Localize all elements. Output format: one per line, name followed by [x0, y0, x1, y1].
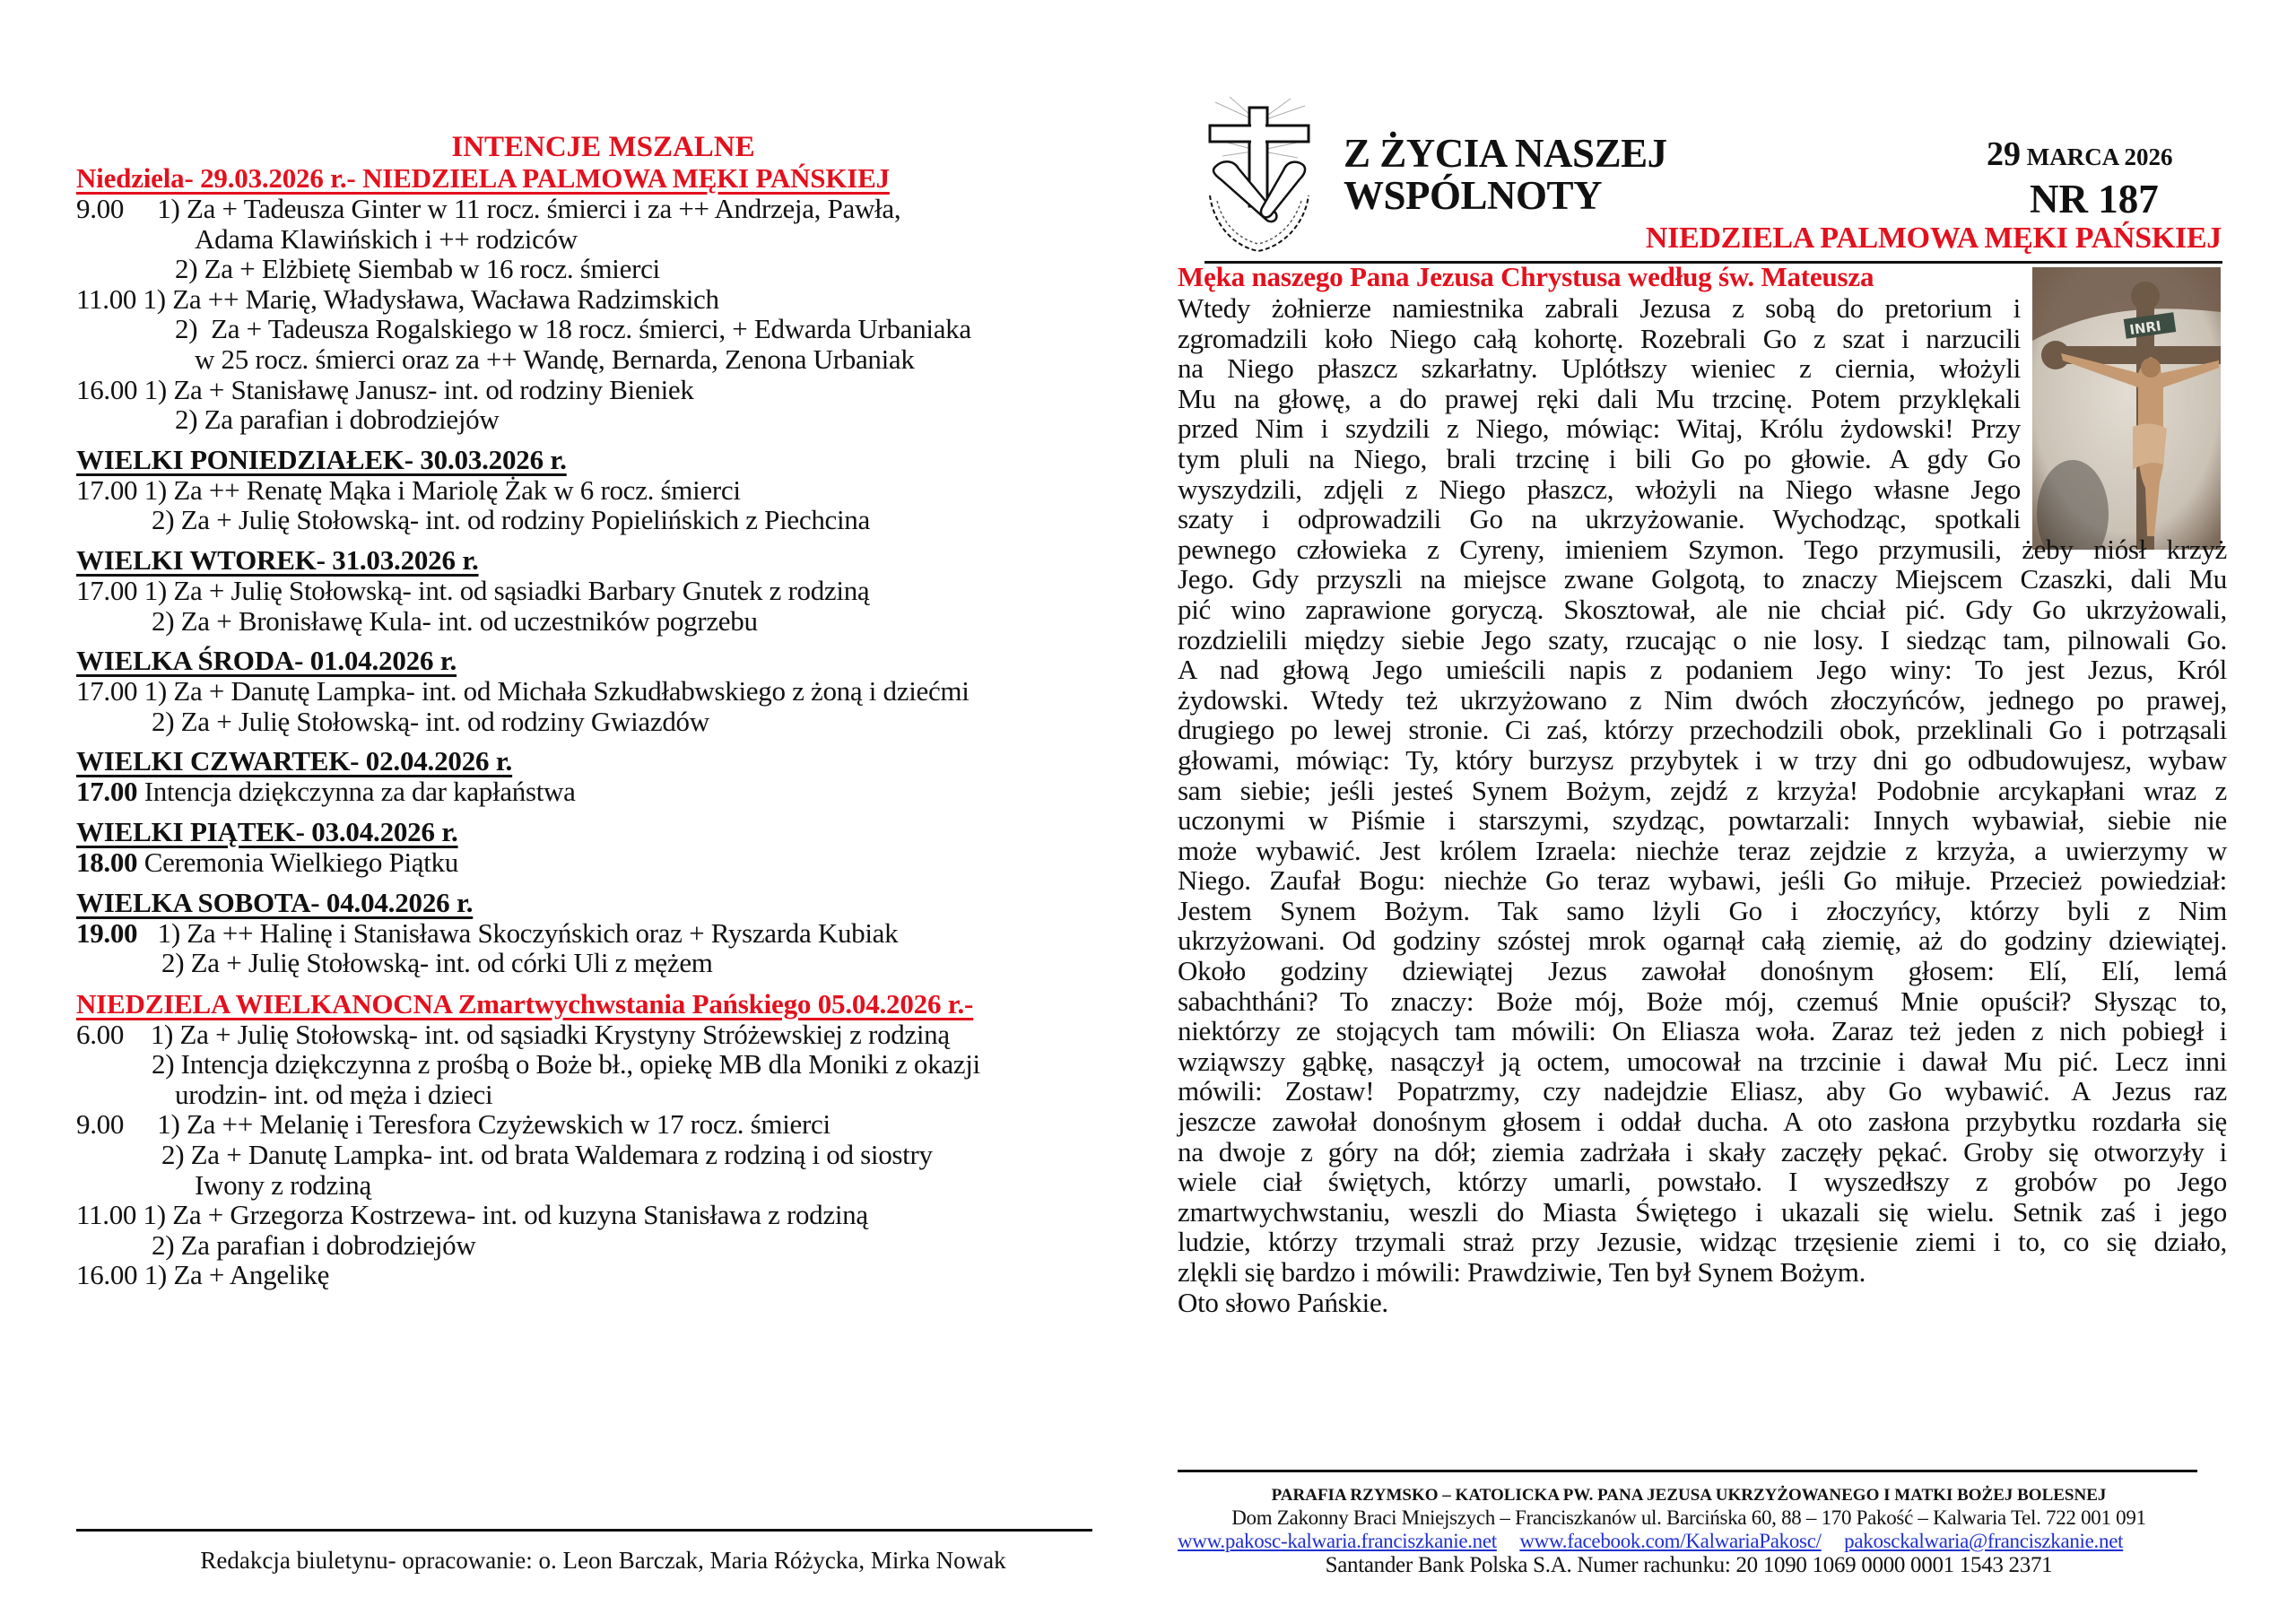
intention-text: 11.00 1) Za + Grzegorza Kostrzewa- int. od kuzyna Stanisława z rodziną: [76, 1199, 868, 1231]
issue-number: NR 187: [2030, 177, 2159, 221]
gospel-line: sam siebie; jeśli jesteś Synem Bożym, zejdź z krzyża! Podobnie arcykapłani wraz z: [1178, 774, 2227, 806]
day-heading: WIELKA SOBOTA- 04.04.2026 r.: [76, 886, 474, 918]
intention-text: 2) Za parafian i dobrodziejów: [175, 404, 500, 436]
day-heading: WIELKI WTOREK- 31.03.2026 r.: [76, 543, 479, 576]
bulletin-title-line2: WSPÓLNOTY: [1344, 173, 1603, 218]
franciscan-cross-emblem-icon: [1205, 97, 1314, 256]
mass-intentions-page: [76, 0, 1135, 1623]
gospel-line: wziąwszy gąbkę, nasączył ją octem, umocował na trzcinie i dawał Mu pić. Lecz inni: [1178, 1045, 2227, 1077]
mass-intentions-list: [76, 163, 1152, 1290]
mass-time: 17.00: [76, 776, 138, 808]
intention-text: 2) Za + Julię Stołowską- int. od córki Uli z mężem: [161, 947, 713, 979]
intention-text: 2) Za + Elżbietę Siembab w 16 rocz. śmierci: [175, 253, 660, 285]
bank-account: Santander Bank Polska S.A. Numer rachunku: 20 1090 1069 0000 0001 1543 2371: [1325, 1553, 2053, 1577]
gospel-line: wiele ciał świętych, którzy umarli, powstało. I wyszedłszy z grobów po Jego: [1178, 1166, 2227, 1198]
intention-text: w 25 rocz. śmierci oraz za ++ Wandę, Bernarda, Zenona Urbaniak: [195, 343, 915, 375]
day-heading: WIELKI CZWARTEK- 02.04.2026 r.: [76, 745, 513, 777]
intention-text: 9.00 1) Za + Tadeusza Ginter w 11 rocz. śmierci i za ++ Andrzeja, Pawła,: [76, 193, 901, 224]
gospel-line: pić wino zaprawione goryczą. Skosztował, ale nie chciał pić. Gdy Go ukrzyżowali,: [1178, 593, 2227, 625]
day-heading: Niedziela- 29.03.2026 r.- NIEDZIELA PALMOWA MĘKI PAŃSKIEJ: [76, 162, 890, 194]
gospel-line: mówili: Zostaw! Popatrzmy, czy nadejdzie Eliasz, aby Go wybawić. A Jezus raz: [1178, 1075, 2227, 1107]
intention-text: 11.00 1) Za ++ Marię, Władysława, Wacława Radzimskich: [76, 282, 719, 315]
bulletin-page: [1178, 0, 2227, 1623]
gospel-line: zgromadzili koło Niego całą kohortę. Rozebrali Go z szat i narzucili: [1178, 322, 2021, 354]
issue-month-year: MARCA 2026: [2021, 143, 2173, 170]
day-heading: WIELKI PIĄTEK- 03.04.2026 r.: [76, 815, 458, 847]
intention-text: Adama Klawińskich i ++ rodziców: [195, 222, 578, 255]
website-link[interactable]: www.pakosc-kalwaria.franciszkanie.net: [1178, 1530, 1497, 1552]
gospel-line: uczonymi w Piśmie i starszymi, szydząc, powtarzali: Innych wybawiał, siebie nie: [1178, 804, 2227, 837]
intention-line: [76, 404, 1152, 435]
left-footer-divider: [76, 1529, 1092, 1532]
gospel-text: [1178, 293, 2227, 1317]
intention-text: 2) Za + Tadeusza Rogalskiego w 18 rocz. śmierci, + Edwarda Urbaniaka: [175, 313, 971, 345]
intention-text: 1) Za ++ Halinę i Stanisława Skoczyńskich oraz + Ryszarda Kubiak: [137, 916, 899, 949]
intention-line: [76, 576, 1152, 606]
intention-text: Intencja dziękczynna za dar kapłaństwa: [137, 776, 576, 808]
intention-line: [76, 254, 1152, 284]
issue-day: 29: [1987, 135, 2021, 173]
editorial-credits: Redakcja biuletynu- opracowanie: o. Leon Barczak, Maria Różycka, Mirka Nowak: [200, 1547, 1006, 1574]
email-link[interactable]: pakosckalwaria@franciszkanie.net: [1844, 1530, 2124, 1552]
intention-line: [76, 475, 1152, 506]
day-heading: WIELKA ŚRODA- 01.04.2026 r.: [76, 645, 457, 677]
gospel-line: ludzie, którzy trzymali straż przy Jezusie, widząc trzęsienie ziemi i to, co się działo,: [1178, 1226, 2227, 1258]
intention-line: [76, 375, 1152, 405]
intention-text: 16.00 1) Za + Angelikę: [76, 1259, 330, 1291]
sunday-title: NIEDZIELA PALMOWA MĘKI PAŃSKIEJ: [1645, 221, 2222, 255]
mass-intentions-title: INTENCJE MSZALNE: [451, 131, 755, 163]
intention-line: [76, 606, 1152, 637]
gospel-line: drugiego po lewej stronie. Ci zaś, którzy przechodzili obok, przeklinali Go i potrząsali: [1178, 714, 2227, 746]
gospel-line: Jego. Gdy przyszli na miejsce zwane Golgotą, to znaczy Miejscem Czaszki, dali Mu: [1178, 563, 2227, 595]
gospel-line: jeszcze zawołał donośnym głosem i oddał ducha. A oto zasłona przybytku rozdarła się: [1178, 1106, 2227, 1138]
gospel-line: na dwoje z góry na dół; ziemia zadrżała i skały zaczęły pękać. Groby się otworzyły i: [1178, 1135, 2227, 1167]
parish-address: Dom Zakonny Braci Mniejszych – Franciszkanów ul. Barcińska 60, 88 – 170 Pakość – Kalwaria Tel. 722 001 091: [1231, 1506, 2146, 1529]
gospel-line: Oto słowo Pańskie.: [1178, 1286, 1388, 1318]
intention-line: [76, 1049, 1152, 1080]
intention-text: 2) Za + Danutę Lampka- int. od brata Waldemara z rodziną i od siostry: [161, 1139, 933, 1171]
intention-text: urodzin- int. od męża i dzieci: [175, 1078, 493, 1110]
intention-text: 17.00 1) Za + Julię Stołowską- int. od sąsiadki Barbary Gnutek z rodziną: [76, 574, 870, 606]
intention-line: [76, 224, 1152, 255]
parish-name: PARAFIA RZYMSKO – KATOLICKA PW. PANA JEZUSA UKRZYŻOWANEGO I MATKI BOŻEJ BOLESNEJ: [1271, 1486, 2107, 1505]
intention-text: 2) Za parafian i dobrodziejów: [152, 1228, 476, 1261]
issue-date: [1987, 135, 2173, 174]
gospel-line: na Niego płaszcz szkarłatny. Uplótłszy wieniec z ciernia, włożyli: [1178, 352, 2021, 385]
gospel-line: sabachtháni? To znaczy: Boże mój, Boże mój, czemuś Mnie opuścił? Słysząc to,: [1178, 985, 2227, 1017]
gospel-line: zmartwychwstaniu, weszli do Miasta Świętego i ukazali się wielu. Setnik zaś i jego: [1178, 1195, 2227, 1228]
bulletin-title: [1344, 133, 1667, 217]
intention-text: 17.00 1) Za + Danutę Lampka- int. od Michała Szkudłabwskiego z żoną i dziećmi: [76, 675, 970, 707]
intention-line: [76, 505, 1152, 535]
intention-line: [76, 1170, 1152, 1201]
inri-label: INRI: [2128, 317, 2162, 339]
gospel-line: A nad głową Jego umieścili napis z podaniem Jego winy: To jest Jezus, Król: [1178, 654, 2227, 686]
bulletin-title-line1: Z ŻYCIA NASZEJ: [1344, 131, 1667, 176]
intention-text: 17.00 1) Za ++ Renatę Mąka i Mariolę Żak w 6 rocz. śmierci: [76, 473, 741, 506]
gospel-line: może wybawić. Jest królem Izraela: niechże teraz zejdzie z krzyża, a uwierzymy w: [1178, 834, 2227, 866]
gospel-line: szaty i odprowadzili Go na ukrzyżowanie. Wychodząc, spotkali: [1178, 503, 2021, 535]
day-heading: WIELKI PONIEDZIAŁEK- 30.03.2026 r.: [76, 443, 567, 475]
intention-line: [76, 1260, 1152, 1290]
intention-text: 2) Za + Bronisławę Kula- int. od uczestników pogrzebu: [152, 604, 758, 637]
day-heading: NIEDZIELA WIELKANOCNA Zmartwychwstania Pańskiego 05.04.2026 r.-: [76, 987, 974, 1020]
intention-text: Ceremonia Wielkiego Piątku: [137, 846, 458, 878]
gospel-line: niektórzy ze stojących tam mówili: On Eliasza woła. Zaraz też jeden z nich pobiegł i: [1178, 1015, 2227, 1047]
intention-line: [76, 676, 1152, 707]
gospel-title: Męka naszego Pana Jezusa Chrystusa według św. Mateusza: [1178, 261, 1874, 292]
intention-text: 16.00 1) Za + Stanisławę Janusz- int. od rodziny Bieniek: [76, 373, 694, 405]
gospel-line: wyszydzili, zdjęli z Niego płaszcz, włożyli na Niego własne Jego: [1178, 473, 2021, 505]
intention-line: [76, 948, 1152, 978]
gospel-line: przed Nim i szydzili z Niego, mówiąc: Witaj, Królu żydowski! Przy: [1178, 412, 2021, 445]
intention-text: 2) Za + Julię Stołowską- int. od rodziny Popielińskich z Piechcina: [152, 504, 870, 536]
intention-line: [76, 1080, 1152, 1110]
gospel-line: zlękli się bardzo i mówili: Prawdziwie, Ten był Synem Bożym.: [1178, 1256, 1866, 1288]
intention-line: [76, 284, 1152, 315]
gospel-line: głowami, mówiąc: Ty, który burzysz przybytek i w trzy dni go odbudowujesz, wybaw: [1178, 743, 2227, 776]
mass-time: 18.00: [76, 846, 138, 878]
gospel-line: Niego. Zaufał Bogu: niechże Go teraz wybawi, jeśli Go miłuje. Przecież powiedział:: [1178, 864, 2227, 897]
gospel-line: Jestem Synem Bożym. Tak samo lżyli Go i złoczyńcy, którzy byli z Nim: [1178, 894, 2227, 926]
gospel-line: ukrzyżowani. Od godziny szóstej mrok ogarnął całą ziemię, aż do godziny dziewiątej.: [1178, 924, 2227, 957]
intention-line: [76, 847, 1152, 878]
intention-line: [76, 1140, 1152, 1170]
gospel-line: żydowski. Wtedy też ukrzyżowano z Nim dwóch złoczyńców, jednego po prawej,: [1178, 683, 2227, 716]
intention-line: [76, 1020, 1152, 1050]
gospel-line: pewnego człowieka z Cyreny, imieniem Szymon. Tego przymusili, żeby niósł krzyż: [1178, 533, 2227, 565]
intention-line: [76, 194, 1152, 224]
intention-line: [76, 1230, 1152, 1261]
intention-text: 2) Za + Julię Stołowską- int. od rodziny Gwiazdów: [152, 705, 709, 737]
parish-links: [1178, 1530, 2200, 1553]
intention-line: [76, 314, 1152, 344]
intention-text: 2) Intencja dziękczynna z prośbą o Boże bł., opiekę MB dla Moniki z okazji: [152, 1048, 980, 1081]
facebook-link[interactable]: www.facebook.com/KalwariaPakosc/: [1519, 1530, 1822, 1552]
intention-line: [76, 344, 1152, 375]
gospel-line: tym pluli na Niego, brali trzcinę i bili Go po głowie. A gdy Go: [1178, 442, 2021, 474]
gospel-line: Około godziny dziewiątej Jezus zawołał donośnym głosem: Elí, Elí, lemá: [1178, 955, 2227, 987]
intention-line: [76, 777, 1152, 807]
intention-line: [76, 1109, 1152, 1140]
intention-text: Iwony z rodziną: [195, 1168, 371, 1201]
mass-time: 19.00: [76, 916, 138, 949]
right-footer-divider: [1178, 1470, 2197, 1472]
intention-line: [76, 1200, 1152, 1230]
intention-line: [76, 707, 1152, 737]
gospel-line: rozdzielili między siebie Jego szaty, rzucając o nie losy. I siedząc tam, pilnowali Go.: [1178, 623, 2227, 655]
intention-text: 9.00 1) Za ++ Melanię i Teresfora Czyżewskich w 17 rocz. śmierci: [76, 1108, 831, 1141]
gospel-line: Wtedy żołnierze namiestnika zabrali Jezusa z sobą do pretorium i: [1178, 292, 2021, 324]
intention-text: 6.00 1) Za + Julię Stołowską- int. od sąsiadki Krystyny Stróżewskiej z rodziną: [76, 1018, 950, 1050]
intention-line: [76, 918, 1152, 949]
gospel-line: Mu na głowę, a do prawej ręki dali Mu trzcinę. Potem przyklękali: [1178, 382, 2021, 414]
